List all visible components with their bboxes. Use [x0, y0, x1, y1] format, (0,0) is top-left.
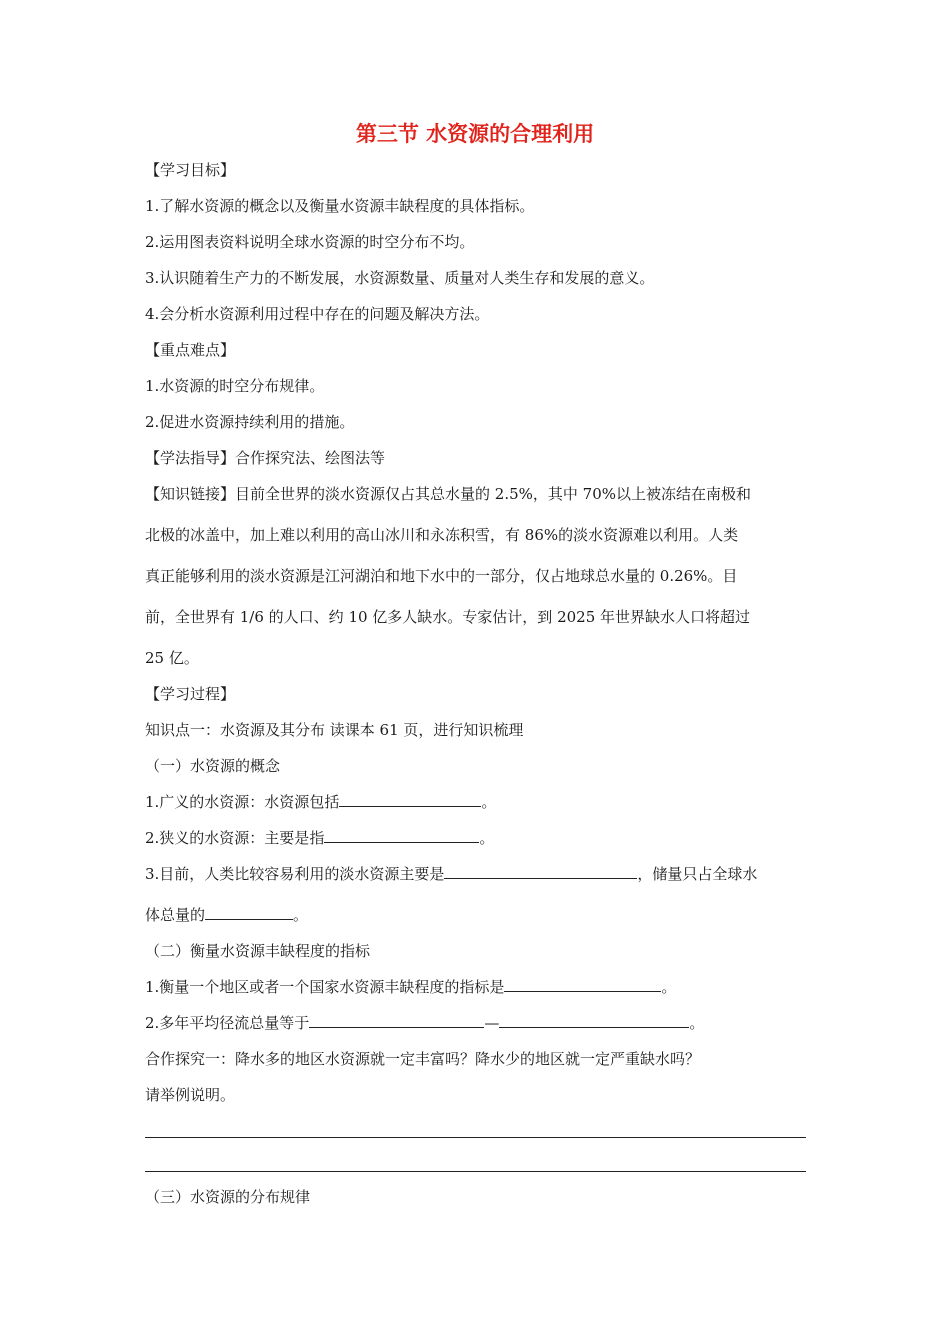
key-points-header: 【重点难点】: [145, 341, 236, 359]
question-line: [145, 904, 308, 926]
question-text: ，储量只占全球水: [637, 865, 758, 883]
section-1-heading: （一）水资源的概念: [145, 757, 281, 775]
key-point-item: 2.促进水资源持续利用的措施。: [145, 413, 355, 431]
question-text: 3.目前，人类比较容易利用的淡水资源主要是: [145, 865, 445, 883]
explore-instruction: 请举例说明。: [145, 1086, 236, 1104]
method-line: 【学法指导】合作探究法、绘图法等: [145, 449, 386, 467]
objective-item: 4.会分析水资源利用过程中存在的问题及解决方法。: [145, 305, 490, 323]
answer-line[interactable]: [145, 1137, 806, 1138]
answer-line[interactable]: [145, 1171, 806, 1172]
section-2-heading: （二）衡量水资源丰缺程度的指标: [145, 942, 371, 960]
answer-blank[interactable]: [444, 864, 637, 879]
question-text: 体总量的: [145, 906, 206, 924]
period-mark: 。: [689, 1014, 705, 1032]
process-header: 【学习过程】: [145, 685, 236, 703]
key-point-item: 1.水资源的时空分布规律。: [145, 377, 325, 395]
explore-question: 合作探究一：降水多的地区水资源就一定丰富吗？降水少的地区就一定严重缺水吗？: [145, 1050, 701, 1068]
answer-blank[interactable]: [499, 1013, 689, 1028]
knowledge-link-line: 【知识链接】目前全世界的淡水资源仅占其总水量的 2.5%，其中 70%以上被冻结在南极和: [145, 485, 751, 503]
question-text: 1.广义的水资源：水资源包括: [145, 793, 340, 811]
period-mark: 。: [481, 793, 497, 811]
period-mark: 。: [479, 829, 495, 847]
knowledge-link-line: 前，全世界有 1/6 的人口、约 10 亿多人缺水。专家估计，到 2025 年世界缺水人口将超过: [145, 608, 751, 626]
question-line: [145, 863, 757, 885]
question-text: 2.狭义的水资源：主要是指: [145, 829, 325, 847]
knowledge-point-1: 知识点一：水资源及其分布 读课本 61 页，进行知识梳理: [145, 721, 524, 739]
page-title: 第三节 水资源的合理利用: [355, 122, 595, 146]
minus-sign: —: [484, 1014, 500, 1032]
period-mark: 。: [661, 978, 677, 996]
question-text: 2.多年平均径流总量等于: [145, 1014, 310, 1032]
answer-blank[interactable]: [324, 828, 479, 843]
question-line: [145, 791, 496, 813]
objectives-header: 【学习目标】: [145, 161, 236, 179]
knowledge-link-line: 25 亿。: [145, 649, 199, 667]
answer-blank[interactable]: [504, 977, 661, 992]
objective-item: 2.运用图表资料说明全球水资源的时空分布不均。: [145, 233, 475, 251]
question-line: [145, 1012, 704, 1034]
question-line: [145, 827, 494, 849]
objective-item: 3.认识随着生产力的不断发展，水资源数量、质量对人类生存和发展的意义。: [145, 269, 655, 287]
period-mark: 。: [293, 906, 309, 924]
knowledge-link-line: 北极的冰盖中，加上难以利用的高山冰川和永冻积雪，有 86%的淡水资源难以利用。人类: [145, 526, 739, 544]
objective-item: 1.了解水资源的概念以及衡量水资源丰缺程度的具体指标。: [145, 197, 535, 215]
question-text: 1.衡量一个地区或者一个国家水资源丰缺程度的指标是: [145, 978, 505, 996]
answer-blank[interactable]: [339, 792, 481, 807]
answer-blank[interactable]: [309, 1013, 484, 1028]
question-line: [145, 976, 676, 998]
answer-blank[interactable]: [205, 905, 293, 920]
knowledge-link-line: 真正能够利用的淡水资源是江河湖泊和地下水中的一部分，仅占地球总水量的 0.26%。目: [145, 567, 738, 585]
section-3-heading: （三）水资源的分布规律: [145, 1188, 311, 1206]
